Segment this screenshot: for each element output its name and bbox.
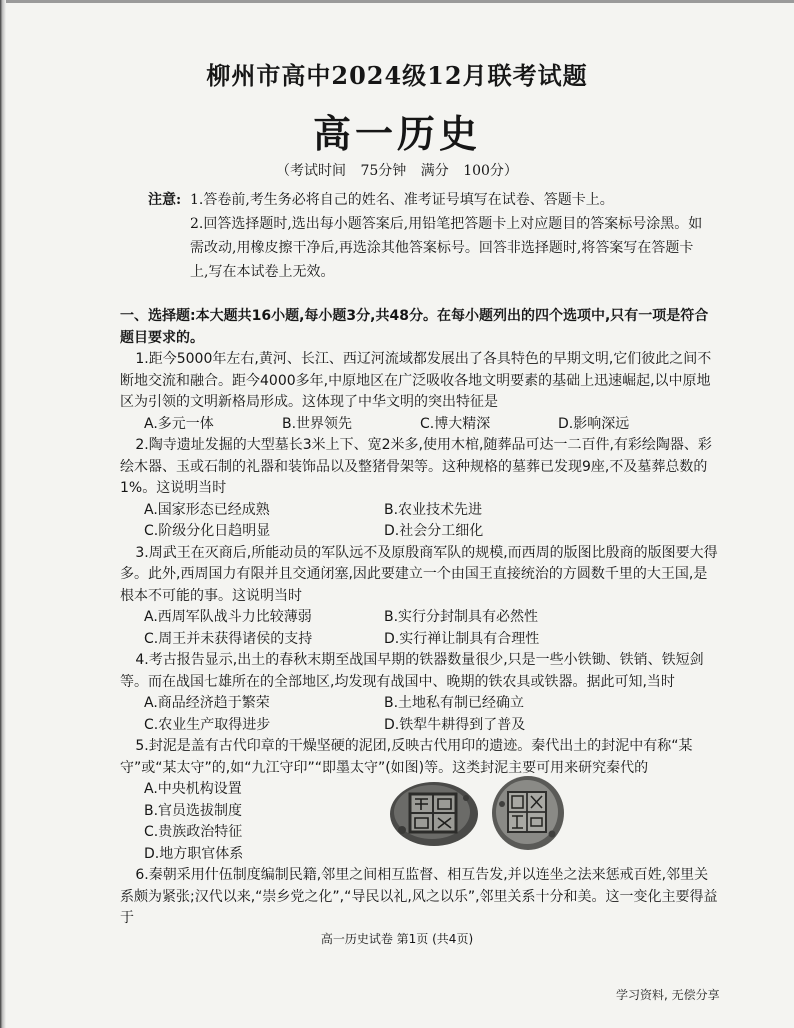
option-c: C.博大精深 — [420, 415, 491, 432]
option-b: B.官员选拔制度 — [144, 802, 243, 819]
option-a: A.商品经济趋于繁荣 — [144, 695, 270, 711]
note-item-1 — [148, 188, 708, 212]
question-stem: 5.封泥是盖有古代印章的干燥坚硬的泥团,反映古代用印的遗迹。秦代出土的封泥中有称“某守”或“某太守”的,如“九江守印”“即墨太守”(如图)等。这类封泥主要可用来研究秦代的 — [120, 738, 693, 776]
option-a: A.中央机构设置 — [144, 781, 242, 797]
option-c: C.农业生产取得进步 — [144, 716, 271, 733]
options-grid — [120, 693, 720, 736]
question-stem: 6.秦朝采用什伍制度编制民籍,邻里之间相互监督、相互告发,并以连坐之法来惩戒百姓,邻里关系颇为紧张;汉代以来,“崇乡党之化”,“导民以礼,风之以乐”,邻里关系十分和美。这一变化主要得益于 — [120, 867, 718, 926]
notes-block — [148, 188, 708, 284]
notes-label: 注意: — [148, 192, 182, 208]
section-heading: 一、选择题:本大题共16小题,每小题3分,共48分。在每小题列出的四个选项中,只有一项是符合题目要求的。 — [120, 308, 709, 346]
question-6 — [120, 865, 720, 930]
question-stem: 2.陶寺遗址发掘的大型墓长3米上下、宽2米多,使用木棺,随葬品可达一二百件,有彩绘陶器、彩绘木器、玉或石制的礼器和装饰品以及整猪骨架等。这种规格的墓葬已发现9座,不及墓葬总数的1%。这说明当时 — [120, 437, 712, 496]
exam-info: （考试时间 75分钟 满分 100分） — [276, 163, 518, 179]
options-row — [120, 414, 720, 436]
questions-area — [120, 306, 720, 930]
option-a: A.多元一体 — [144, 415, 214, 432]
option-b: B.世界领先 — [282, 415, 353, 432]
question-stem: 4.考古报告显示,出土的春秋末期至战国早期的铁器数量很少,只是一些小铁锄、铁销、铁短剑等。而在战国七雄所在的全部地区,均发现有战国中、晚期的铁农具或铁器。据此可知,当时 — [120, 652, 704, 690]
option-d: D.社会分工细化 — [384, 523, 484, 539]
question-1 — [120, 349, 720, 435]
option-d: D.影响深远 — [558, 415, 630, 432]
option-c: C.贵族政治特征 — [144, 824, 243, 840]
note-item-2 — [148, 212, 708, 284]
option-d: D.地方职官体系 — [144, 845, 244, 862]
option-b: B.土地私有制已经确立 — [384, 695, 525, 711]
question-5 — [120, 736, 720, 865]
question-3 — [120, 543, 720, 651]
note-label-spacer — [148, 212, 190, 284]
seal-clay-image-right — [490, 774, 566, 852]
share-note: 学习资料, 无偿分享 — [616, 988, 720, 1002]
question-4 — [120, 650, 720, 736]
exam-title: 柳州市高中2024级12月联考试题 — [206, 61, 588, 90]
question-2 — [120, 435, 720, 543]
option-a: A.国家形态已经成熟 — [144, 501, 270, 518]
option-c: C.阶级分化日趋明显 — [144, 523, 271, 539]
option-d: D.铁犁牛耕得到了普及 — [384, 716, 526, 733]
note-text-2: 2.回答选择题时,选出每小题答案后,用铅笔把答题卡上对应题目的答案标号涂黑。如需改动,用橡皮擦干净后,再选涂其他答案标号。回答非选择题时,将答案写在答题卡上,写在本试卷上无效。 — [190, 216, 703, 280]
option-c: C.周王并未获得诸侯的支持 — [144, 630, 313, 647]
question-stem: 3.周武王在灭商后,所能动员的军队远不及原殷商军队的规模,而西周的版图比殷商的版图要大得多。此外,西周国力有限并且交通闭塞,因此要建立一个由国王直接统治的方圆数千里的大王国,是根本不可能的事。这说明当时 — [120, 544, 718, 604]
option-a: A.西周军队战斗力比较薄弱 — [144, 609, 312, 625]
note-text-1: 1.答卷前,考生务必将自己的姓名、准考证号填写在试卷、答题卡上。 — [190, 192, 614, 208]
page-footer: 高一历史试卷 第1页 (共4页) — [320, 932, 474, 946]
seal-clay-image-left — [388, 780, 480, 848]
options-grid — [120, 500, 720, 543]
option-b: B.实行分封制具有必然性 — [384, 609, 539, 625]
option-d: D.实行禅让制具有合理性 — [384, 630, 540, 647]
options-grid — [120, 607, 720, 650]
question-stem: 1.距今5000年左右,黄河、长江、西辽河流域都发展出了各具特色的早期文明,它们彼此之间不断地交流和融合。距今4000多年,中原地区在广泛吸收各地文明要素的基础上迅速崛起,以中原地区为引领的文明新格局形成。这体现了中华文明的突出特征是 — [120, 351, 712, 410]
option-b: B.农业技术先进 — [384, 501, 483, 518]
subject-title: 高一历史 — [312, 111, 481, 156]
